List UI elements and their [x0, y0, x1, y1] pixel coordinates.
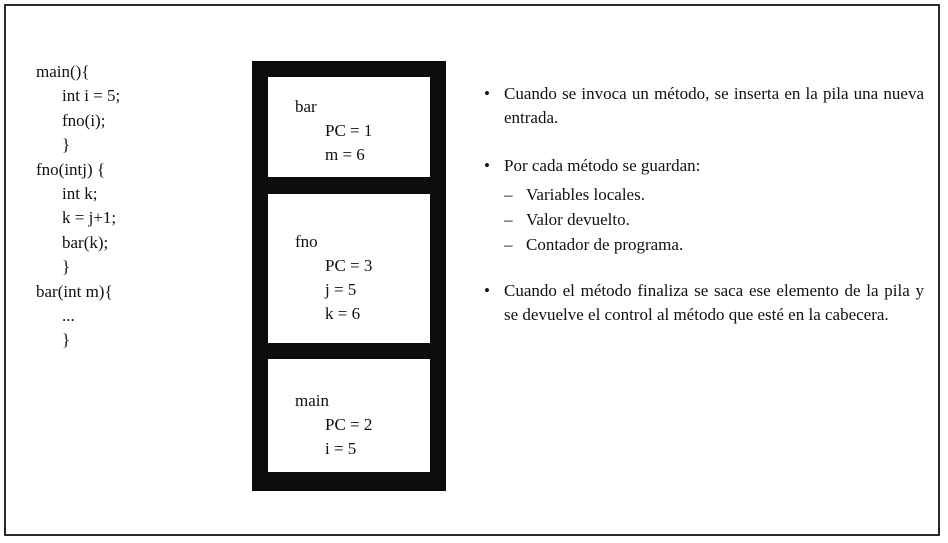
sub-item-text: Contador de programa. [526, 235, 684, 254]
code-line: k = j+1; [62, 208, 117, 228]
sub-item-text: Variables locales. [526, 185, 645, 204]
stack-frame-main [268, 359, 430, 472]
bullet-invoke [484, 82, 924, 130]
frame-name: main [295, 391, 329, 410]
bullet-icon: • [484, 156, 490, 175]
code-line: } [62, 257, 71, 277]
stack-frame-fno [268, 194, 430, 343]
frame-name: bar [295, 97, 317, 116]
code-line: fno(intj) { [36, 159, 106, 179]
code-listing [36, 60, 120, 353]
bullet-icon: • [484, 84, 490, 103]
code-line: } [62, 330, 71, 350]
code-line: int k; [62, 183, 98, 203]
call-stack-diagram [252, 61, 446, 491]
sub-item [504, 183, 645, 207]
code-line: } [62, 135, 71, 155]
page [4, 4, 940, 536]
code-line: bar(k); [62, 232, 109, 252]
sub-item [504, 233, 683, 257]
sub-item-text: Valor devuelto. [526, 210, 630, 229]
dash-icon: – [504, 210, 513, 229]
frame-var: PC = 1 [325, 121, 373, 140]
frame-var: k = 6 [325, 304, 361, 323]
bullet-finish [484, 279, 924, 327]
bullet-text: Cuando el método finaliza se saca ese elemento de la pila y se devuelve el control al método que esté en la cabecera. [504, 281, 924, 324]
code-line: int i = 5; [62, 86, 121, 106]
code-line: ... [62, 305, 75, 325]
dash-icon: – [504, 185, 513, 204]
frame-var: m = 6 [325, 145, 365, 164]
frame-var: i = 5 [325, 439, 357, 458]
sub-item [504, 208, 630, 232]
stack-frame-bar [268, 77, 430, 177]
frame-var: PC = 2 [325, 415, 373, 434]
bullet-icon: • [484, 281, 490, 300]
frame-var: j = 5 [325, 280, 357, 299]
frame-var: PC = 3 [325, 256, 373, 275]
code-line: bar(int m){ [36, 281, 113, 301]
dash-icon: – [504, 235, 513, 254]
frame-name: fno [295, 232, 318, 251]
code-line: fno(i); [62, 110, 106, 130]
code-line: main(){ [36, 62, 90, 81]
bullet-text: Cuando se invoca un método, se inserta en la pila una nueva entrada. [504, 84, 924, 127]
bullet-saved [484, 154, 924, 178]
bullet-text: Por cada método se guardan: [504, 156, 701, 175]
